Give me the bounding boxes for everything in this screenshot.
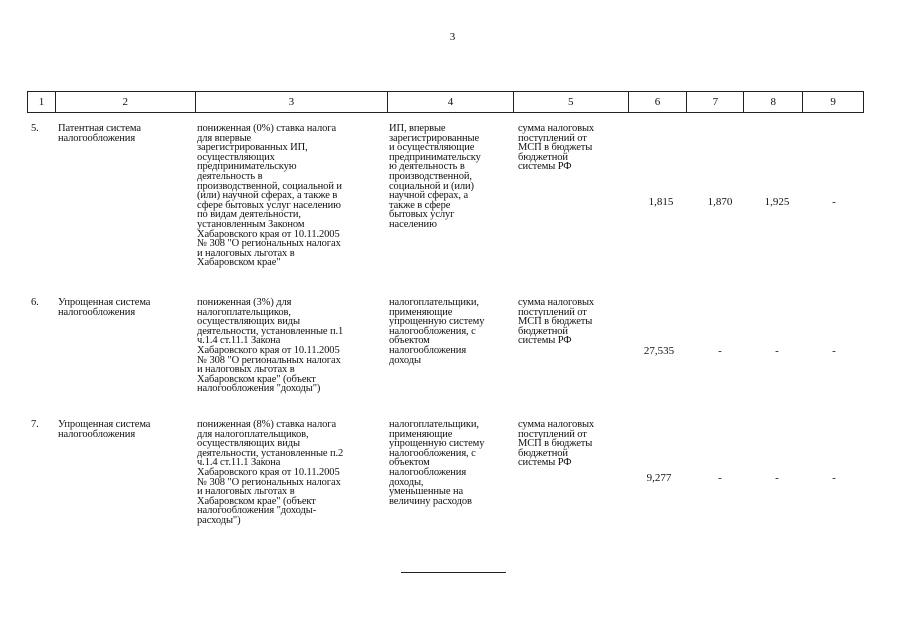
text-line: сфере бытовых услуг населению [197, 199, 341, 211]
text-line: и осуществляющие [389, 142, 475, 154]
text-line: Хабаровском крае" (объект [197, 495, 316, 507]
text-line: Упрощенная система [58, 297, 151, 308]
text-line: пониженная (8%) ставка налога [197, 419, 337, 430]
text-line: и налоговых льготах в [197, 486, 295, 498]
header-cell-1: 1 [38, 96, 45, 108]
value-col-6: 27,535 [643, 345, 675, 357]
tax-regime-name [58, 420, 150, 439]
text-line: осуществляющих [197, 151, 275, 163]
indicator [518, 420, 594, 468]
text-line: осуществляющих виды [197, 438, 300, 450]
indicator [518, 298, 594, 346]
row-number: 5. [31, 123, 39, 134]
text-line: налогообложения [58, 306, 136, 318]
text-line: налогообложения [389, 344, 467, 356]
text-line: МСП в бюджеты [518, 438, 593, 450]
header-cell-7: 7 [686, 92, 743, 112]
text-line: налогоплательщиков, [197, 306, 291, 318]
text-line: и налоговых льготах в [197, 364, 295, 376]
text-line: деятельности, установленные п.1 [197, 325, 344, 337]
beneficiaries [389, 124, 481, 230]
text-line: системы РФ [518, 335, 572, 347]
text-line: социальной и (или) [389, 180, 474, 192]
text-line: № 308 "О региональных налогах [197, 238, 341, 250]
header-cell-3: 3 [195, 92, 388, 112]
text-line: налогоплательщики, [389, 297, 479, 308]
text-line: (или) научной сферах, а также в [197, 190, 338, 202]
text-line: системы РФ [518, 161, 572, 173]
text-line: деятельности, установленные п.2 [197, 447, 344, 459]
header-cell-4: 4 [387, 92, 513, 112]
text-line: Упрощенная система [58, 419, 151, 430]
text-line: пониженная (0%) ставка налога [197, 123, 337, 134]
value-col-6: 9,277 [646, 472, 672, 484]
text-line: также в сфере [389, 199, 451, 211]
value-col-8: 1,925 [764, 196, 790, 208]
header-cell-9: 9 [802, 92, 863, 112]
beneficiaries [389, 298, 484, 365]
text-line: ч.1.4 ст.11.1 Закона [197, 457, 281, 469]
text-line: населению [389, 218, 437, 230]
value-col-8: - [775, 472, 779, 484]
text-line: доходы [389, 354, 421, 366]
text-line: зарегистрированных ИП, [197, 142, 308, 154]
text-line: налогообложения, с [389, 447, 476, 459]
text-line: налогообложения [58, 132, 136, 144]
text-line: сумма налоговых [518, 297, 595, 308]
text-line: и налоговых льготах в [197, 247, 295, 259]
indicator [518, 124, 594, 172]
text-line: осуществляющих виды [197, 316, 300, 328]
text-line: сумма налоговых [518, 123, 595, 134]
text-line: № 308 "О региональных налогах [197, 476, 341, 488]
text-line: установленным Законом [197, 218, 305, 230]
text-line: поступлений от [518, 428, 587, 440]
text-line: ч.1.4 ст.11.1 Закона [197, 335, 281, 347]
header-cell-8: 8 [743, 92, 802, 112]
text-line: по видам деятельности, [197, 209, 301, 221]
value-col-9: - [832, 196, 836, 208]
text-line: налогообложения "доходы") [197, 383, 321, 395]
text-line: пониженная (3%) для [197, 297, 292, 308]
footer-separator-line [401, 572, 506, 573]
text-line: Хабаровского края от 10.11.2005 [197, 466, 340, 478]
text-line: бытовых услуг [389, 209, 455, 221]
text-line: сумма налоговых [518, 419, 595, 430]
text-line: научной сферах, а [389, 190, 469, 202]
text-line: объектом [389, 457, 430, 469]
benefit-description [197, 420, 343, 526]
text-line: налогообложения [389, 466, 467, 478]
text-line: зарегистрированные [389, 132, 480, 144]
text-line: налогоплательщики, [389, 419, 479, 430]
text-line: МСП в бюджеты [518, 316, 593, 328]
text-line: налогообложения [58, 428, 136, 440]
text-line: производственной, [389, 170, 472, 182]
value-col-7: - [718, 345, 722, 357]
value-col-8: - [775, 345, 779, 357]
text-line: величину расходов [389, 495, 472, 507]
text-line: упрощенную систему [389, 438, 485, 450]
text-line: налогообложения "доходы- [197, 505, 317, 517]
text-line: Хабаровского края от 10.11.2005 [197, 228, 340, 240]
value-col-9: - [832, 345, 836, 357]
header-cell-6: 6 [628, 92, 687, 112]
text-line: для впервые [197, 132, 252, 144]
benefit-description [197, 124, 342, 268]
table-header-row [27, 91, 864, 113]
text-line: бюджетной [518, 151, 568, 163]
text-line: бюджетной [518, 325, 568, 337]
value-col-6: 1,815 [648, 196, 674, 208]
text-line: Хабаровском крае" [197, 257, 281, 269]
tax-regime-name [58, 124, 141, 143]
text-line: для налогоплательщиков, [197, 428, 309, 440]
text-line: поступлений от [518, 132, 587, 144]
text-line: ИП, впервые [389, 123, 446, 134]
text-line: системы РФ [518, 457, 572, 469]
text-line: Хабаровском крае" (объект [197, 373, 316, 385]
text-line: предпринимательскую [197, 161, 297, 173]
header-cell-2: 2 [55, 92, 195, 112]
text-line: деятельность в [197, 170, 263, 182]
benefit-description [197, 298, 343, 394]
header-cell-5: 5 [513, 92, 628, 112]
row-number: 7. [31, 419, 39, 430]
beneficiaries [389, 420, 484, 506]
text-line: применяющие [389, 428, 453, 440]
text-line: объектом [389, 335, 430, 347]
text-line: доходы, [389, 476, 424, 488]
text-line: Хабаровского края от 10.11.2005 [197, 344, 340, 356]
text-line: № 308 "О региональных налогах [197, 354, 341, 366]
text-line: ю деятельность в [389, 161, 465, 173]
text-line: упрощенную систему [389, 316, 485, 328]
text-line: предпринимательску [389, 151, 481, 163]
text-line: Патентная система [58, 123, 141, 134]
value-col-7: - [718, 472, 722, 484]
text-line: поступлений от [518, 306, 587, 318]
text-line: налогообложения, с [389, 325, 476, 337]
text-line: бюджетной [518, 447, 568, 459]
text-line: применяющие [389, 306, 453, 318]
value-col-7: 1,870 [707, 196, 733, 208]
tax-regime-name [58, 298, 150, 317]
row-number: 6. [31, 297, 39, 308]
text-line: уменьшенные на [389, 486, 464, 498]
text-line: производственной, социальной и [197, 180, 342, 192]
page-number: 3 [449, 31, 456, 43]
text-line: МСП в бюджеты [518, 142, 593, 154]
text-line: расходы") [197, 514, 241, 526]
value-col-9: - [832, 472, 836, 484]
